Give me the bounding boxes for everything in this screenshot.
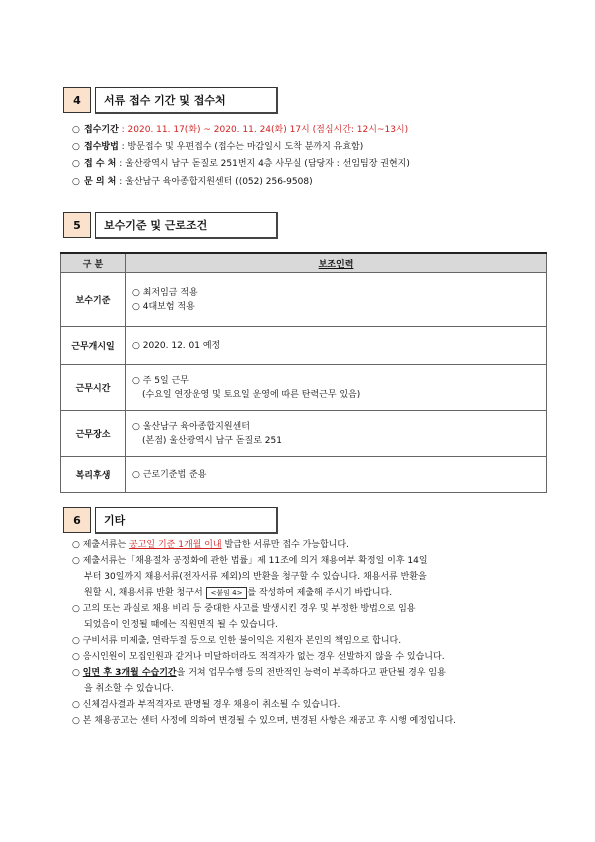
col-header-category: 구 분 bbox=[61, 253, 126, 273]
note-item: ○ 구비서류 미제출, 연락두절 등으로 인한 불이익은 지원자 본인의 책임으로 합니다. bbox=[72, 636, 402, 646]
contact-value: : 울산남구 육아종합지원센터 ((052) 256-9508) bbox=[119, 177, 313, 187]
row-value: ○ 울산남구 육아종합지원센터 (본점) 울산광역시 남구 돋질로 251 bbox=[126, 411, 547, 457]
section-6-header bbox=[63, 507, 278, 533]
table-row bbox=[61, 457, 547, 493]
note-item-cont: 원할 시, 채용서류 반환 청구서 <붙임 4> 를 작성하여 제출해 주시기 바랍니다. bbox=[84, 588, 393, 598]
note-item: ○ 응시인원이 모집인원과 같거나 미달하더라도 적격자가 없는 경우 선발하지 않을 수 있습니다. bbox=[72, 652, 445, 662]
row-label: 근무장소 bbox=[61, 411, 126, 457]
section-number: 6 bbox=[63, 507, 91, 533]
section-title: 기타 bbox=[95, 507, 278, 534]
note-item: ○ 고의 또는 과실로 채용 비리 등 중대한 사고를 발생시킨 경우 및 부정한 방법으로 임용 bbox=[72, 604, 416, 614]
note-item-cont: 부터 30일까지 채용서류(전자서류 제외)의 반환을 청구할 수 있습니다. 채용서류 반환을 bbox=[84, 572, 427, 582]
attachment-tag: <붙임 4> bbox=[206, 587, 248, 599]
table-row bbox=[61, 327, 547, 365]
row-value: ○ 최저임금 적용 ○ 4대보험 적용 bbox=[126, 273, 547, 327]
section-5-header bbox=[63, 212, 278, 238]
note-item-cont: 되었음이 인정될 때에는 직원면직 될 수 있습니다. bbox=[84, 620, 278, 630]
section-4-header bbox=[63, 87, 278, 113]
place-value: : 울산광역시 남구 돋질로 251번지 4층 사무실 (담당자 : 선임팀장 권현지) bbox=[119, 159, 410, 169]
row-value: ○ 2020. 12. 01 예정 bbox=[126, 327, 547, 365]
note-item: ○ 제출서류는「채용절차 공정화에 관한 법률」제 11조에 의거 채용여부 확정일 이후 14일 bbox=[72, 556, 428, 566]
section-title: 보수기준 및 근로조건 bbox=[95, 212, 278, 239]
section-number: 5 bbox=[63, 212, 91, 238]
note-item: ○ 제출서류는 공고일 기준 1개월 이내 발급한 서류만 접수 가능합니다. bbox=[72, 540, 349, 550]
deadline-highlight: 공고일 기준 1개월 이내 bbox=[129, 540, 222, 550]
note-item-cont: 을 취소할 수 있습니다. bbox=[84, 684, 174, 694]
place-line: ○ 접 수 처 : 울산광역시 남구 돋질로 251번지 4층 사무실 (담당자 : 선임팀장 권현지) bbox=[72, 159, 410, 169]
period-label: 접수기간 bbox=[84, 125, 119, 135]
method-label: 접수방법 bbox=[84, 142, 119, 152]
note-item: ○ 신체검사결과 부적격자로 판명될 경우 채용이 취소될 수 있습니다. bbox=[72, 700, 341, 710]
note-item: ○ 임면 후 3개월 수습기간을 거쳐 업무수행 등의 전반적인 능력이 부족하다고 판단될 경우 임용 bbox=[72, 668, 446, 678]
col-header-assistant: 보조인력 bbox=[126, 253, 547, 273]
table-row bbox=[61, 411, 547, 457]
period-line: ○ 접수기간 : 2020. 11. 17(화) ~ 2020. 11. 24(화) 17시 (점심시간: 12시~13시) bbox=[72, 125, 409, 135]
notes-list bbox=[72, 537, 552, 729]
section-number: 4 bbox=[63, 87, 91, 113]
row-value: ○ 주 5일 근무 (수요일 연장운영 및 토요일 운영에 따른 탄력근무 있음) bbox=[126, 365, 547, 411]
place-label: 접 수 처 bbox=[84, 159, 117, 169]
table-row bbox=[61, 365, 547, 411]
row-label: 보수기준 bbox=[61, 273, 126, 327]
contact-label: 문 의 처 bbox=[84, 177, 117, 187]
probation-highlight: 임면 후 3개월 수습기간 bbox=[82, 668, 177, 678]
row-label: 근무시간 bbox=[61, 365, 126, 411]
row-label: 복리후생 bbox=[61, 457, 126, 493]
work-conditions-table bbox=[60, 252, 547, 493]
contact-line: ○ 문 의 처 : 울산남구 육아종합지원센터 ((052) 256-9508) bbox=[72, 177, 313, 187]
method-line: ○ 접수방법 : 방문접수 및 우편접수 (접수는 마감일시 도착 분까지 유효함) bbox=[72, 142, 364, 152]
method-value: : 방문접수 및 우편접수 (접수는 마감일시 도착 분까지 유효함) bbox=[121, 142, 364, 152]
note-item: ○ 본 채용공고는 센터 사정에 의하여 변경될 수 있으며, 변경된 사항은 재공고 후 시행 예정입니다. bbox=[72, 716, 457, 726]
section-title: 서류 접수 기간 및 접수처 bbox=[95, 87, 278, 114]
table-row bbox=[61, 273, 547, 327]
period-value: : 2020. 11. 17(화) ~ 2020. 11. 24(화) 17시 (점심시간: 12시~13시) bbox=[121, 125, 409, 135]
row-label: 근무개시일 bbox=[61, 327, 126, 365]
row-value: ○ 근로기준법 준용 bbox=[126, 457, 547, 493]
